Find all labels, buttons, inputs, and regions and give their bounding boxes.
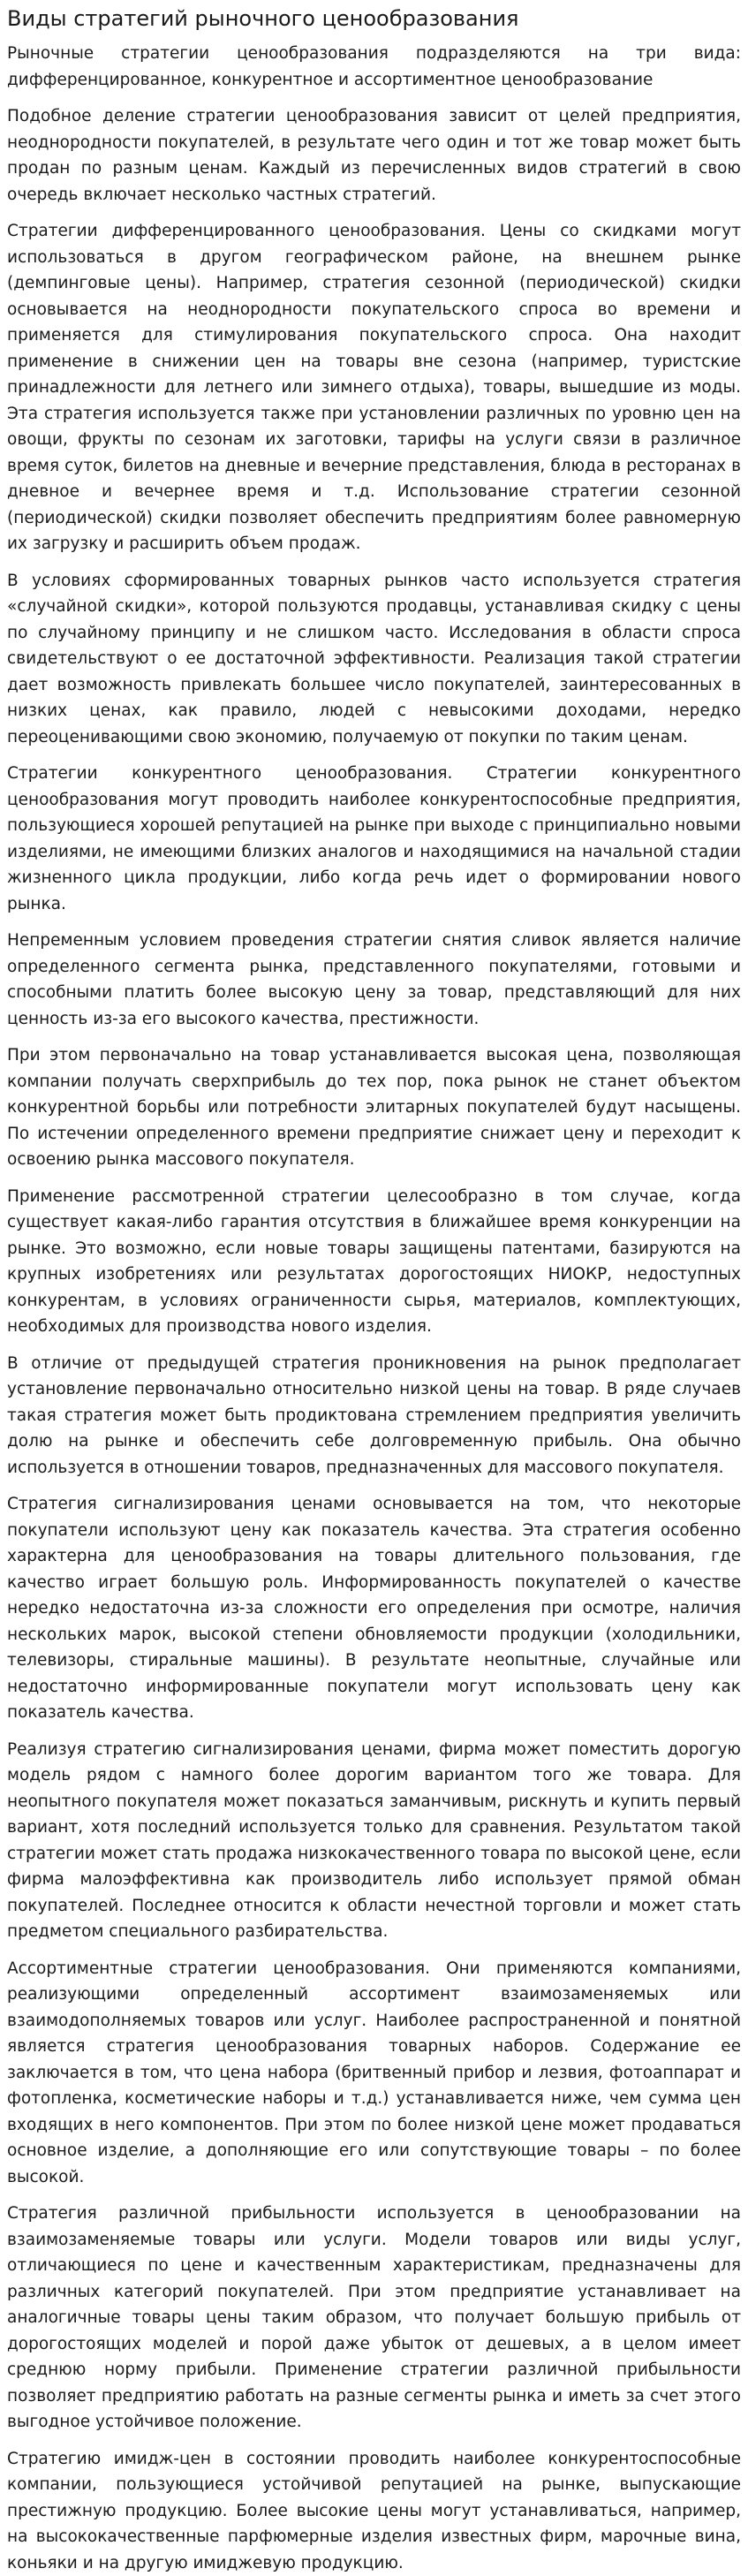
paragraph-division: Подобное деление стратегии ценообразования зависит от целей предприятия, неоднородности покупателей, в результате чего один и тот же товар может быть продан по разным ценам. Каждый из перечисленных видов стратегий в свою очередь включает несколько частных стратегий.: [7, 103, 741, 208]
paragraph-differentiated-pricing: Стратегии дифференцированного ценообразования. Цены со скидками могут использоваться в другом географическом районе, на внешнем рынке (демпинговые цены). Например, стратегия сезонной (периодической) скидки основывается на неоднородности покупательского спроса во времени и применяется для стимулирования покупательского спроса. Она находит применение в снижении цен на товары вне сезона (например, туристские принадлежности для летнего или зимнего отдыха), товары, вышедшие из моды. Эта стратегия используется также при установлении различных по уровню цен на овощи, фрукты по сезонам их заготовки, тарифы на услуги связи в различное время суток, билетов на дневные и вечерние представления, блюда в ресторанах в дневное и вечернее время и т.д. Использование стратегии сезонной (периодической) скидки позволяет обеспечить предприятиям более равномерную их загрузку и расширить объем продаж.: [7, 218, 741, 557]
paragraph-intro: Рыночные стратегии ценообразования подразделяются на три вида: дифференцированное, конкурентное и ассортиментное ценообразование: [7, 41, 741, 93]
paragraph-skimming-application: Применение рассмотренной стратегии целесообразно в том случае, когда существует какая-либо гарантия отсутствия в ближайшее время конкуренции на рынке. Это возможно, если новые товары защищены патентами, базируются на крупных изобретениях или результатах дорогостоящих НИОКР, недоступных конкурентам, в условиях ограниченности сырья, материалов, комплектующих, необходимых для производства нового изделия.: [7, 1184, 741, 1340]
paragraph-signaling-implementation: Реализуя стратегию сигнализирования ценами, фирма может поместить дорогую модель рядом с намного более дорогим вариантом того же товара. Для неопытного покупателя может показаться заманчивым, рискнуть и купить первый вариант, хотя последний используется только для сравнения. Результатом такой стратегии может стать продажа низкокачественного товара по высокой цене, если фирма малоэффективна как производитель либо использует прямой обман покупателей. Последнее относится к области нечестной торговли и может стать предметом специального разбирательства.: [7, 1737, 741, 1945]
paragraph-image-pricing: Стратегию имидж-цен в состоянии проводить наиболее конкурентоспособные компании, пользующиеся устойчивой репутацией на рынке, выпускающие престижную продукцию. Более высокие цены могут устанавливаться, например, на высококачественные парфюмерные изделия известных фирм, марочные вина, коньяки и на другую имиджевую продукцию.: [7, 2446, 741, 2576]
paragraph-random-discount: В условиях сформированных товарных рынков часто используется стратегия «случайной скидки», которой пользуются продавцы, устанавливая скидку с цены по случайному принципу и не слишком часто. Исследования в области спроса свидетельствуют о ее достаточной эффективности. Реализация такой стратегии дает возможность привлекать большее число покупателей, заинтересованных в низких ценах, как правило, людей с невысокими доходами, нередко переоценивающими свою экономию, получаемую от покупки по таким ценам.: [7, 568, 741, 751]
paragraph-competitive-pricing: Стратегии конкурентного ценообразования. Стратегии конкурентного ценообразования могут проводить наиболее конкурентоспособные предприятия, пользующиеся хорошей репутацией на рынке при выходе с принципиально новыми изделиями, не имеющими близких аналогов и находящимися на начальной стадии жизненного цикла продукции, либо когда речь идет о формировании нового рынка.: [7, 761, 741, 917]
page-title: Виды стратегий рыночного ценообразования: [7, 5, 741, 32]
paragraph-high-initial-price: При этом первоначально на товар устанавливается высокая цена, позволяющая компании получать сверхприбыль до тех пор, пока рынок не станет объектом конкурентной борьбы или потребности элитарных покупателей будут насыщены. По истечении определенного времени предприятие снижает цену и переходит к освоению рынка массового покупателя.: [7, 1042, 741, 1173]
paragraph-skimming-condition: Непременным условием проведения стратегии снятия сливок является наличие определенного сегмента рынка, представленного покупателями, готовыми и способными платить более высокую цену за товар, представляющий для них ценность из-за его высокого качества, престижности.: [7, 928, 741, 1032]
paragraph-price-signaling: Стратегия сигнализирования ценами основывается на том, что некоторые покупатели используют цену как показатель качества. Эта стратегия особенно характерна для ценообразования на товары длительного пользования, где качество играет большую роль. Информированность покупателей о качестве нередко недостаточна из-за сложности его определения при осмотре, наличия нескольких марок, высокой степени обновляемости продукции (холодильники, телевизоры, стиральные машины). В результате неопытные, случайные или недостаточно информированные покупатели могут использовать цену как показатель качества.: [7, 1491, 741, 1726]
paragraph-penetration: В отличие от предыдущей стратегия проникновения на рынок предполагает установление первоначально относительно низкой цены на товар. В ряде случаев такая стратегия может быть продиктована стремлением предприятия увеличить долю на рынке и обеспечить себе долговременную прибыль. Она обычно используется в отношении товаров, предназначенных для массового покупателя.: [7, 1351, 741, 1481]
paragraph-assortment-pricing: Ассортиментные стратегии ценообразования. Они применяются компаниями, реализующими определенный ассортимент взаимозаменяемых или взаимодополняемых товаров или услуг. Наиболее распространенной и понятной является стратегия ценообразования товарных наборов. Содержание ее заключается в том, что цена набора (бритвенный прибор и лезвия, фотоаппарат и фотопленка, косметические наборы и т.д.) устанавливается ниже, чем сумма цен входящих в него компонентов. При этом по более низкой цене может продаваться основное изделие, а дополняющие его или сопутствующие товары – по более высокой.: [7, 1956, 741, 2191]
paragraph-different-profitability: Стратегия различной прибыльности используется в ценообразовании на взаимозаменяемые товары или услуги. Модели товаров или виды услуг, отличающиеся по цене и качественным характеристикам, предназначены для различных категорий покупателей. При этом предприятие устанавливает на аналогичные товары цены таким образом, что получает большую прибыль от дорогостоящих моделей и порой даже убыток от дешевых, а в целом имеет среднюю норму прибыли. Применение стратегии различной прибыльности позволяет предприятию работать на разные сегменты рынка и иметь за счет этого выгодное устойчивое положение.: [7, 2201, 741, 2436]
